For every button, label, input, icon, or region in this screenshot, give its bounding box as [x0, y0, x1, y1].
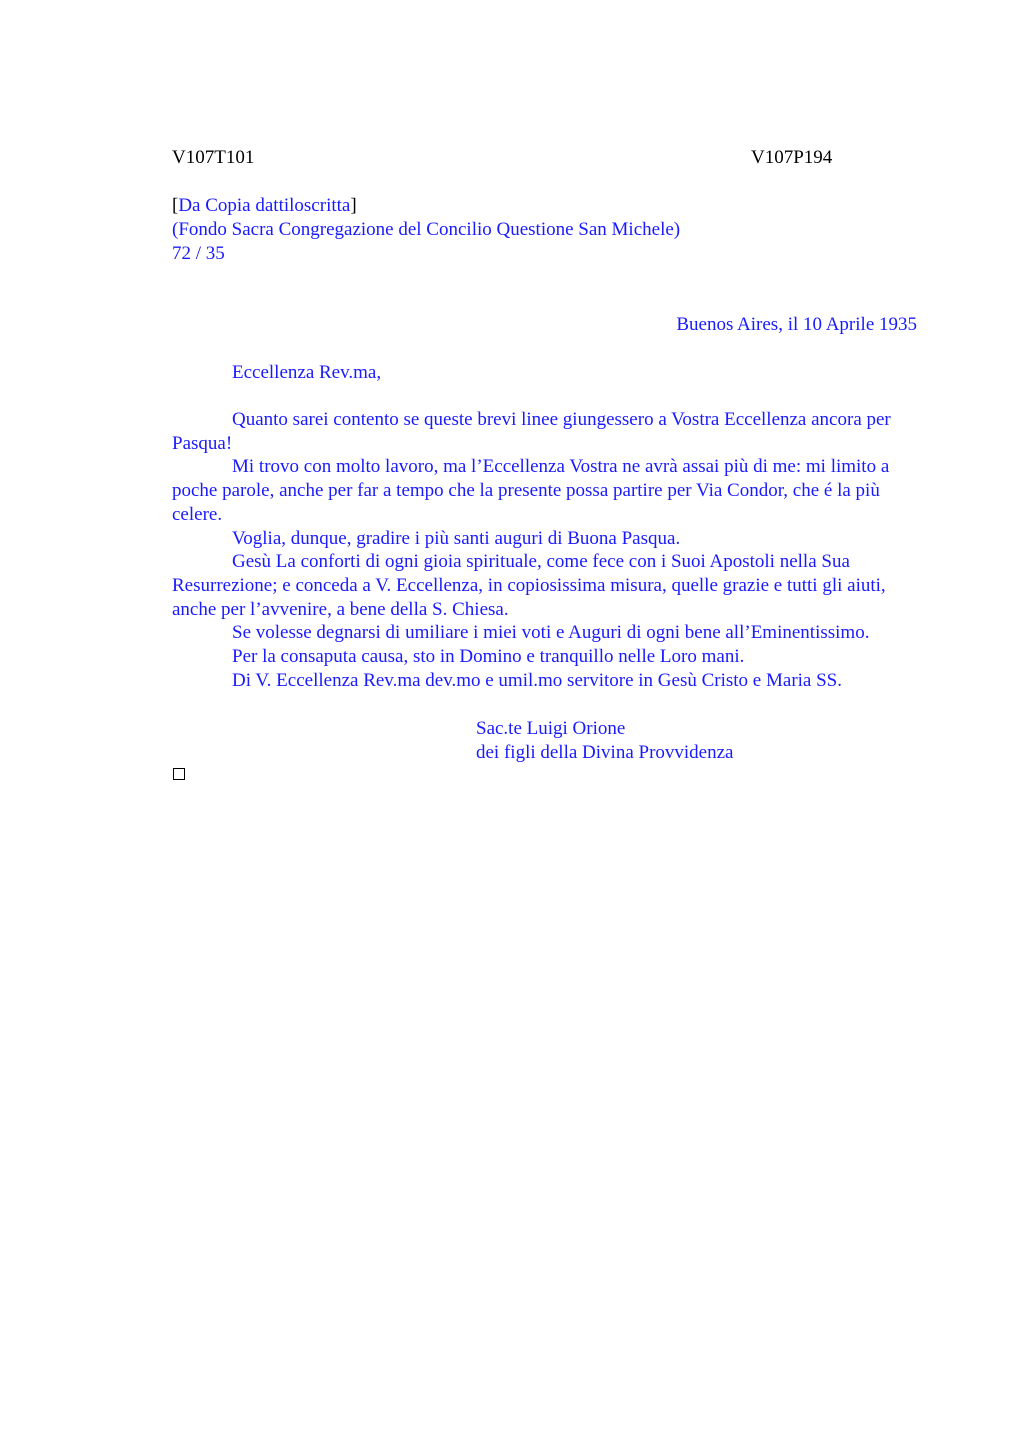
signature-block	[476, 717, 733, 765]
source-reference: 72 / 35	[172, 243, 225, 264]
letter-paragraph: Voglia, dunque, gradire i più santi auguri di Buona Pasqua.	[232, 527, 681, 549]
source-label	[172, 194, 357, 218]
end-of-document-box-icon	[173, 768, 185, 780]
letter-paragraph: Se volesse degnarsi di umiliare i miei voti e Auguri di ogni bene all’Eminentissimo.	[232, 622, 870, 644]
letter-paragraph: Mi trovo con molto lavoro, ma l’Eccellenza Vostra ne avrà assai più di me: mi limito a poche parole, anche per far a tempo che la presente possa partire per Via Condor, che é la più celere.	[172, 456, 890, 525]
letter-paragraph: Per la consaputa causa, sto in Domino e tranquillo nelle Loro mani.	[232, 646, 745, 668]
source-fondo: (Fondo Sacra Congregazione del Concilio Questione San Michele)	[172, 219, 681, 240]
place-date: Buenos Aires, il 10 Aprile 1935	[676, 314, 917, 335]
signature-title: dei figli della Divina Provvidenza	[476, 742, 734, 763]
page-code-right: V107P194	[751, 147, 833, 168]
source-bracket-close: ]	[350, 195, 357, 216]
signature-name: Sac.te Luigi Orione	[476, 718, 626, 739]
letter-paragraph: Di V. Eccellenza Rev.ma dev.mo e umil.mo servitore in Gesù Cristo e Maria SS.	[232, 669, 842, 691]
letter-paragraph: Quanto sarei contento se queste brevi linee giungessero a Vostra Eccellenza ancora per Pasqua!	[172, 409, 891, 454]
letter-paragraph: Gesù La conforti di ogni gioia spirituale, come fece con i Suoi Apostoli nella Sua Resurrezione; e conceda a V. Eccellenza, in copiosissima misura, quelle grazie e tutti gli aiuti, anche per l’avvenire, a bene della S. Chiesa.	[172, 551, 886, 620]
salutation: Eccellenza Rev.ma,	[232, 362, 382, 383]
source-label-text: Da Copia dattiloscritta	[178, 195, 351, 216]
document-code-left: V107T101	[172, 147, 255, 168]
source-bracket-open: [	[172, 195, 179, 216]
letter-body	[172, 408, 932, 692]
